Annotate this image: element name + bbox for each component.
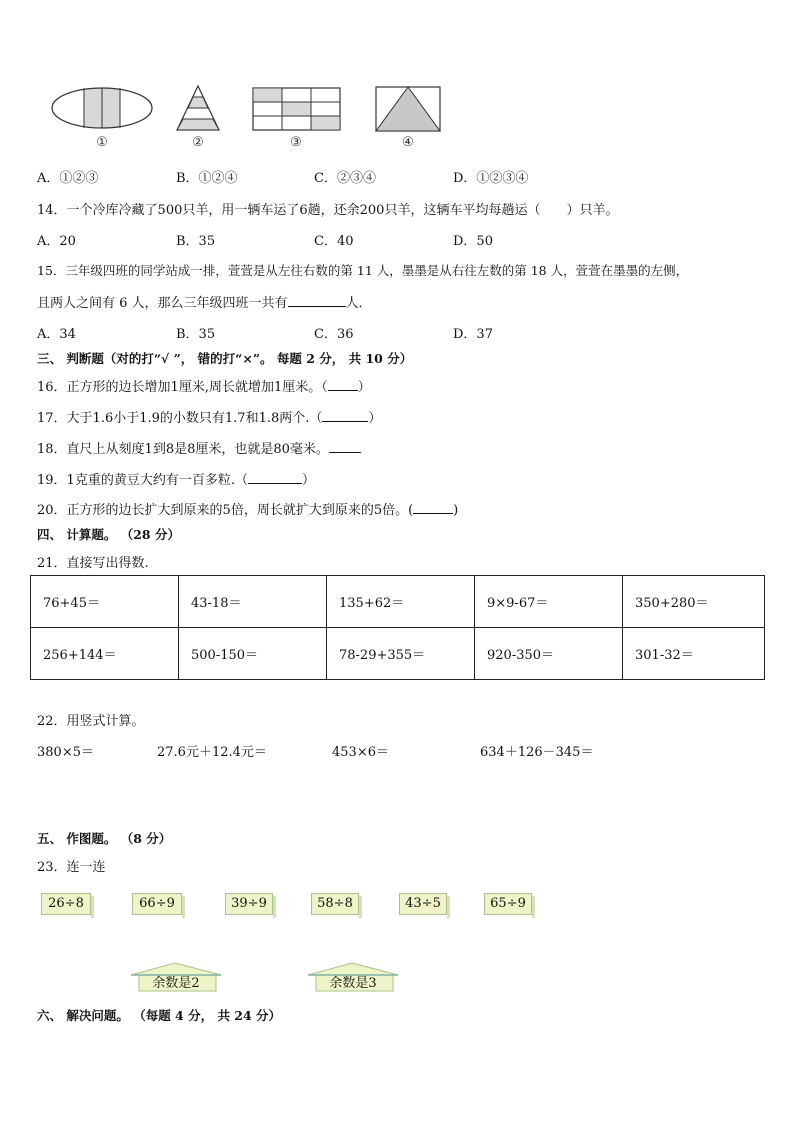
division-card-2[interactable]: 66÷9: [132, 893, 182, 915]
section-6-title: 六、 解决问题。 （每题 4 分， 共 24 分）: [37, 1008, 282, 1023]
q17-text: 17．大于1.6小于1.9的小数只有1.7和1.8两个.（: [37, 411, 323, 426]
q13-option-b[interactable]: B．①②④: [176, 171, 238, 186]
q15-text-post: 人．: [345, 296, 372, 311]
q22-item-1[interactable]: 380×5＝: [37, 745, 94, 760]
q22-question: 22．用竖式计算。: [37, 714, 145, 729]
q23-question: 23．连一连: [37, 860, 106, 875]
division-card-6[interactable]: 65÷9: [484, 893, 532, 915]
q14-option-d[interactable]: D．50: [453, 234, 493, 249]
calc-cell[interactable]: 256+144＝: [31, 628, 179, 680]
calc-cell[interactable]: 76+45＝: [31, 576, 179, 628]
q18-text: 18．直尺上从刻度1到8是8厘米，也就是80毫米。: [37, 442, 329, 457]
q17-tail: ）: [368, 411, 382, 426]
q15-answer-blank[interactable]: [288, 294, 346, 307]
division-card-5[interactable]: 43÷5: [399, 893, 447, 915]
q21-calc-table: [30, 575, 765, 680]
q15-question-line2: [37, 292, 372, 311]
section-3-title: 三、 判断题（对的打“√ ”， 错的打“×”。 每题 2 分， 共 10 分）: [37, 351, 413, 366]
remainder-house-1[interactable]: [128, 960, 228, 994]
q13-option-a[interactable]: A．①②③: [37, 171, 99, 186]
q14-option-a[interactable]: A．20: [37, 234, 76, 249]
q13-option-c[interactable]: C．②③④: [314, 171, 376, 186]
q14-question: 14．一个冷库冷藏了500只羊，用一辆车运了6趟，还余200只羊，这辆车平均每趟运（ ）只羊。: [37, 203, 619, 218]
shape-figures: [0, 0, 794, 160]
q18-statement: [37, 438, 361, 457]
remainder-house-2[interactable]: [305, 960, 405, 994]
q14-option-c[interactable]: C．40: [314, 234, 354, 249]
section-4-title: 四、 计算题。 （28 分）: [37, 527, 180, 542]
division-card-4[interactable]: 58÷8: [311, 893, 359, 915]
figure-4-label: ④: [402, 135, 414, 150]
figure-2-triangle: [177, 86, 219, 130]
table-row: [31, 576, 765, 628]
q14-option-b[interactable]: B．35: [176, 234, 216, 249]
q17-answer-blank[interactable]: [322, 409, 368, 422]
calc-cell[interactable]: 350+280＝: [623, 576, 765, 628]
q20-tail: ): [453, 503, 459, 518]
calc-cell[interactable]: 9×9-67＝: [475, 576, 623, 628]
q16-statement: [37, 376, 371, 395]
q19-tail: ）: [301, 473, 315, 488]
q15-option-a[interactable]: A．34: [37, 327, 76, 342]
q22-item-3[interactable]: 453×6＝: [332, 745, 389, 760]
calc-cell[interactable]: 920-350＝: [475, 628, 623, 680]
q16-tail: ）: [357, 380, 371, 395]
calc-cell[interactable]: 135+62＝: [327, 576, 475, 628]
q16-text: 16．正方形的边长增加1厘米,周长就增加1厘米。（: [37, 380, 328, 395]
q22-item-2[interactable]: 27.6元＋12.4元＝: [157, 745, 267, 760]
section-5-title: 五、 作图题。 （8 分）: [37, 831, 172, 846]
calc-cell[interactable]: 43-18＝: [179, 576, 327, 628]
q19-text: 19．1克重的黄豆大约有一百多粒.（: [37, 473, 248, 488]
figure-3-label: ③: [290, 135, 302, 150]
calc-cell[interactable]: 500-150＝: [179, 628, 327, 680]
q16-answer-blank[interactable]: [328, 378, 358, 391]
figure-4-square: [376, 87, 440, 131]
q20-answer-blank[interactable]: [413, 501, 453, 514]
figure-3-grid: [253, 88, 340, 130]
calc-cell[interactable]: 301-32＝: [623, 628, 765, 680]
q15-question-line1: 15．三年级四班的同学站成一排，萱萱是从左往右数的第 11 人，墨墨是从右往左数的第 18 人，萱萱在墨墨的左侧，: [37, 263, 689, 278]
division-card-1[interactable]: 26÷8: [41, 893, 91, 915]
figure-1-ellipse: [52, 86, 152, 130]
q15-option-d[interactable]: D．37: [453, 327, 493, 342]
division-card-3[interactable]: 39÷9: [225, 893, 273, 915]
table-row: [31, 628, 765, 680]
q15-option-c[interactable]: C．36: [314, 327, 354, 342]
q21-question: 21．直接写出得数.: [37, 556, 149, 571]
q19-answer-blank[interactable]: [248, 471, 302, 484]
q20-text: 20．正方形的边长扩大到原来的5倍，周长就扩大到原来的5倍。(: [37, 503, 414, 518]
figure-2-label: ②: [192, 135, 204, 150]
q13-option-d[interactable]: D．①②③④: [453, 171, 529, 186]
q19-statement: [37, 469, 315, 488]
q18-answer-blank[interactable]: [329, 440, 361, 453]
q20-statement: [37, 499, 458, 518]
calc-cell[interactable]: 78-29+355＝: [327, 628, 475, 680]
q22-item-4[interactable]: 634＋126－345＝: [480, 745, 594, 760]
figure-1-label: ①: [96, 135, 108, 150]
q15-option-b[interactable]: B．35: [176, 327, 216, 342]
q15-text-pre: 且两人之间有 6 人，那么三年级四班一共有: [37, 296, 288, 311]
q17-statement: [37, 407, 381, 426]
remainder-house-2-label: 余数是3: [329, 976, 377, 991]
remainder-house-1-label: 余数是2: [152, 976, 200, 991]
